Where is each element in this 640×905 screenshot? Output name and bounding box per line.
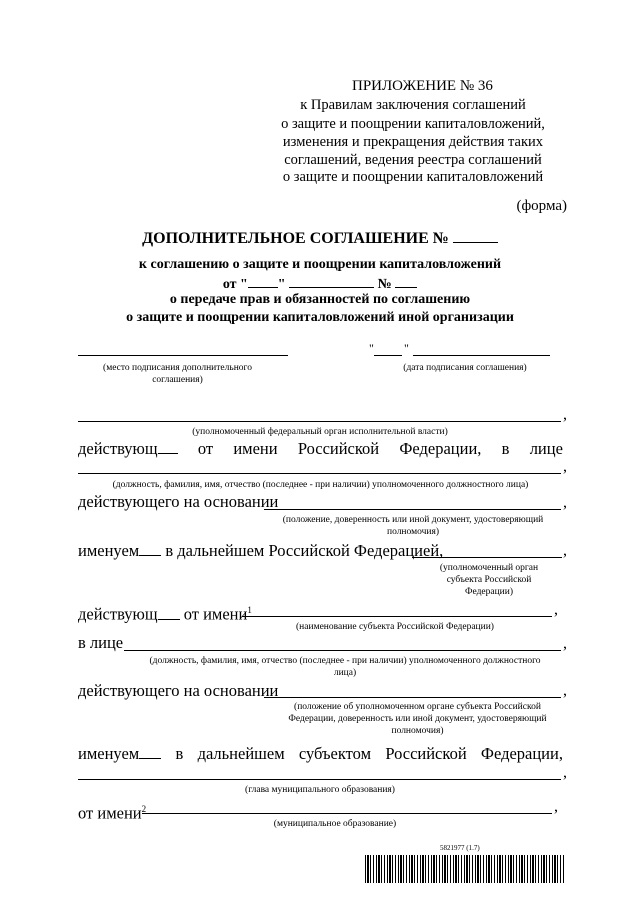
subject-name-caption: (наименование субъекта Российской Федерации) bbox=[296, 622, 494, 632]
date-quote-open: " bbox=[369, 341, 374, 355]
date-quote-close: " bbox=[404, 341, 409, 355]
subject-body-field[interactable] bbox=[412, 557, 562, 558]
named-rf-rest: в дальнейшем Российской Федерацией, bbox=[165, 541, 444, 560]
on-behalf-label: от имени bbox=[183, 604, 248, 624]
in-word: в bbox=[175, 744, 184, 763]
further-word: дальнейшем bbox=[197, 744, 285, 763]
comma: , bbox=[554, 601, 558, 618]
basis-label-2: действующего на основании bbox=[78, 681, 279, 700]
barcode-number: 5821977 (1.7) bbox=[440, 844, 480, 852]
federal-body-caption: (уполномоченный федеральный орган исполнительной власти) bbox=[192, 427, 448, 437]
subject-name-field[interactable] bbox=[242, 616, 552, 617]
in-person-label: в лице bbox=[78, 633, 124, 652]
acting-line bbox=[78, 439, 563, 459]
russian-word: Российской bbox=[385, 744, 467, 763]
footnote-1: 1 bbox=[247, 605, 252, 615]
title-line-2: к соглашению о защите и поощрении капиталовложений bbox=[138, 257, 502, 272]
official-caption: (должность, фамилия, имя, отчество (последнее - при наличии) уполномоченного должностного лица) bbox=[112, 480, 529, 490]
municipal-head-caption: (глава муниципального образования) bbox=[245, 785, 395, 795]
document-title bbox=[0, 228, 640, 248]
title-line-4: о передаче прав и обязанностей по соглашению bbox=[169, 292, 471, 307]
base-agreement-number-field[interactable] bbox=[395, 273, 417, 288]
on-behalf-label-2: от имени bbox=[78, 803, 142, 823]
appendix-line-5: о защите и поощрении капиталовложений bbox=[282, 169, 544, 185]
basis-caption-2: (положение об уполномоченном органе субъекта Российской Федерации, доверенность или иной документ, удостоверяющий полномочия) bbox=[288, 702, 547, 736]
person-word: лице bbox=[529, 439, 563, 458]
acting-subject-line bbox=[78, 600, 252, 625]
federation-word: Федерации, bbox=[480, 744, 563, 763]
federation-word: Федерации, bbox=[399, 439, 482, 458]
named-rf-line bbox=[78, 541, 443, 561]
appendix-number: ПРИЛОЖЕНИЕ № 36 bbox=[352, 78, 493, 94]
number-sign: № bbox=[377, 277, 392, 292]
quote-close: " bbox=[277, 277, 286, 292]
federal-body-field[interactable] bbox=[78, 421, 561, 422]
month-year-field[interactable] bbox=[289, 273, 374, 288]
on-behalf-line-2 bbox=[78, 799, 146, 824]
from-word: от bbox=[197, 439, 214, 458]
subject-word: субъектом bbox=[298, 744, 372, 763]
named-subject-line bbox=[78, 744, 563, 764]
basis-field[interactable] bbox=[264, 509, 561, 510]
named-word: именуем bbox=[78, 744, 161, 764]
acting-word: действующ bbox=[78, 439, 178, 459]
comma: , bbox=[563, 764, 567, 781]
comma: , bbox=[563, 542, 567, 559]
from-label: от " bbox=[222, 277, 248, 292]
appendix-line-2: о защите и поощрении капиталовложений, bbox=[281, 116, 545, 132]
appendix-line-4: соглашений, ведения реестра соглашений bbox=[284, 152, 542, 168]
title-line-5: о защите и поощрении капиталовложений иной организации bbox=[126, 310, 514, 325]
barcode bbox=[365, 855, 565, 883]
comma: , bbox=[563, 458, 567, 475]
date-month-field[interactable] bbox=[413, 355, 550, 356]
comma: , bbox=[563, 682, 567, 699]
place-caption: (место подписания дополнительного соглашения) bbox=[103, 363, 252, 385]
subject-body-caption: (уполномоченный орган субъекта Российской Федерации) bbox=[439, 563, 539, 597]
footnote-2: 2 bbox=[141, 804, 147, 814]
comma: , bbox=[563, 406, 567, 423]
official-field[interactable] bbox=[78, 473, 561, 474]
municipal-head-field[interactable] bbox=[78, 779, 561, 780]
acting-word: действующ bbox=[78, 604, 158, 624]
comma: , bbox=[563, 494, 567, 511]
comma: , bbox=[563, 635, 567, 652]
basis-field-2[interactable] bbox=[264, 697, 561, 698]
russian-word: Российской bbox=[297, 439, 380, 458]
document-title-text: ДОПОЛНИТЕЛЬНОЕ СОГЛАШЕНИЕ № bbox=[142, 230, 449, 247]
appendix-line-3: изменения и прекращения действия таких bbox=[282, 134, 544, 150]
basis-label: действующего на основании bbox=[78, 492, 279, 511]
day-field[interactable] bbox=[248, 273, 278, 288]
in-word: в bbox=[501, 439, 510, 458]
form-label: (форма) bbox=[516, 198, 567, 214]
appendix-line-1: к Правилам заключения соглашений bbox=[300, 97, 526, 113]
named-word: именуем bbox=[78, 541, 140, 560]
municipality-field[interactable] bbox=[142, 813, 552, 814]
basis-caption: (положение, доверенность или иной документ, удостоверяющий полномочия) bbox=[282, 515, 544, 537]
official-field-2[interactable] bbox=[124, 650, 561, 651]
comma: , bbox=[554, 798, 558, 815]
name-word: имени bbox=[233, 439, 278, 458]
date-caption: (дата подписания соглашения) bbox=[403, 363, 527, 373]
place-field[interactable] bbox=[78, 355, 288, 356]
date-day-field[interactable] bbox=[374, 355, 402, 356]
agreement-number-field[interactable] bbox=[453, 228, 498, 243]
official-caption-2: (должность, фамилия, имя, отчество (последнее - при наличии) уполномоченного должностного лица) bbox=[149, 656, 541, 678]
municipality-caption: (муниципальное образование) bbox=[273, 819, 397, 829]
